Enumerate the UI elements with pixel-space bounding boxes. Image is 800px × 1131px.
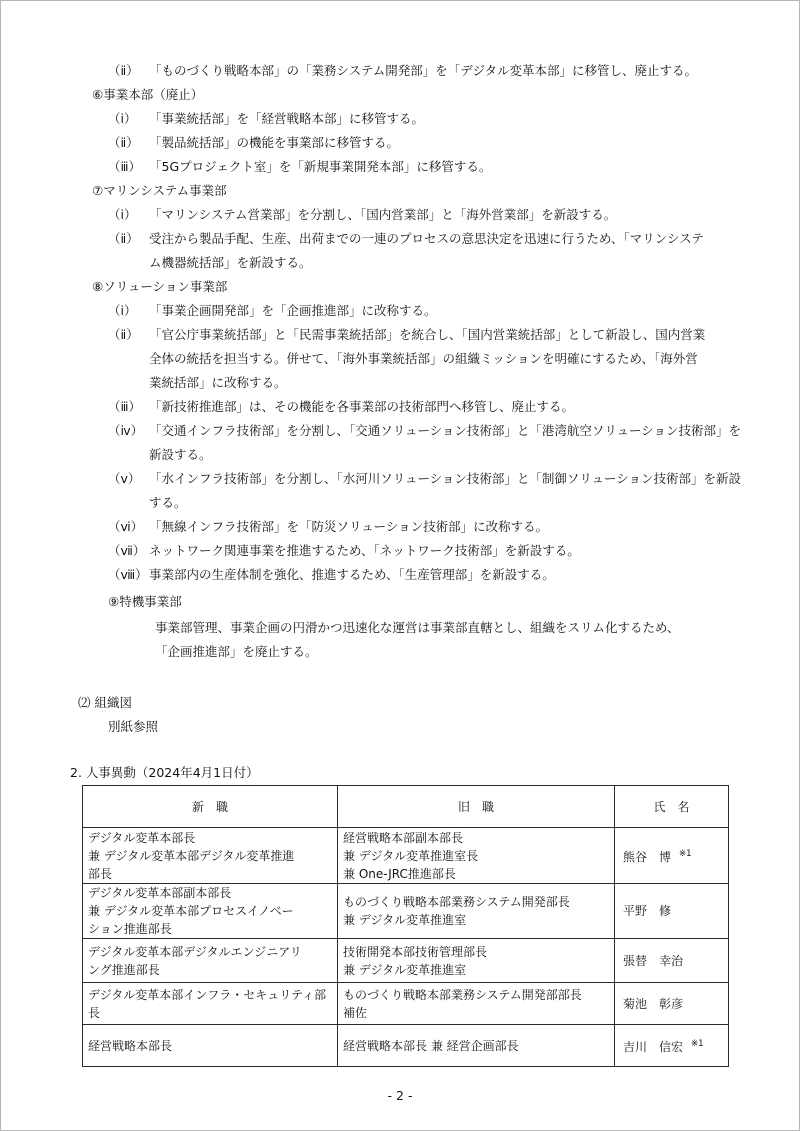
item-label: （ⅴ） [108, 471, 141, 486]
table-header-row [83, 786, 729, 828]
item-label: （ⅱ） [108, 63, 139, 78]
item-text [149, 203, 616, 227]
item-label: （ⅳ） [108, 423, 144, 438]
person-name: 張替 幸治 [623, 953, 684, 968]
item-line: 「ものづくり戦略本部」の「業務システム開発部」を「デジタル変革本部」に移管し、廃止する。 [149, 63, 698, 78]
personnel-table [82, 785, 729, 1067]
section-heading: ⑦マリンシステム事業部 [92, 183, 227, 198]
item-line: 事業部内の生産体制を強化、推進するため、「生産管理部」を新設する。 [149, 567, 555, 582]
section-heading: ⑧ソリューション事業部 [92, 279, 228, 294]
list-item [108, 227, 799, 275]
cell-line: 経営戦略本部長 [88, 1038, 173, 1053]
item-line: 「交通インフラ技術部」を分割し、「交通ソリューション技術部」と「港湾航空ソリューション技術部」を [149, 423, 742, 438]
item-label: （ⅲ） [108, 159, 141, 174]
person-name: 熊谷 博 [623, 850, 672, 864]
name-cell [615, 939, 729, 983]
item-line: 「無線インフラ技術部」を「防災ソリューション技術部」に改称する。 [149, 519, 549, 534]
personnel-heading: 2. 人事異動（2024年4月1日付） [70, 765, 259, 780]
item-text [149, 419, 741, 467]
list-item [108, 131, 799, 155]
table-row [83, 884, 729, 939]
list-item [108, 395, 799, 419]
list-item [108, 299, 799, 323]
item-line: 「5Gプロジェクト室」を「新規事業開発本部」に移管する。 [149, 159, 492, 174]
item-text [149, 539, 580, 563]
list-item [108, 59, 799, 83]
list-item [108, 563, 799, 587]
item-line: する。 [149, 495, 187, 510]
old-position-cell [338, 884, 615, 939]
org-chart-reference: 別紙参照 [108, 719, 159, 734]
table-row [83, 828, 729, 884]
item-text [149, 395, 574, 419]
item-line: 「事業統括部」を「経営戦略本部」に移管する。 [149, 111, 425, 126]
column-header-name: 氏 名 [615, 786, 729, 828]
old-position-cell [338, 1025, 615, 1067]
cell-line: ものづくり戦略本部業務システム開発部部長 [343, 987, 582, 1002]
item-line: 「新技術推進部」は、その機能を各事業部の技術部門へ移管し、廃止する。 [149, 399, 575, 414]
item-line: 受注から製品手配、生産、出荷までの一連のプロセスの意思決定を迅速に行うため、「マリンシステ [149, 231, 704, 246]
cell-line: デジタル変革本部長 [88, 830, 196, 845]
item-label: （ⅷ） [108, 567, 148, 582]
item-line: 全体の統括を担当する。併せて、「海外事業統括部」の組織ミッションを明確にするため、「海外営 [149, 351, 698, 366]
item-line: 「マリンシステム営業部」を分割し、「国内営業部」と「海外営業部」を新設する。 [149, 207, 617, 222]
item-label: （ⅰ） [108, 111, 137, 126]
item-label: （ⅱ） [108, 231, 139, 246]
item-line: 業統括部」に改称する。 [149, 375, 287, 390]
cell-line: ものづくり戦略本部業務システム開発部長 [343, 895, 570, 909]
item-label: （ⅵ） [108, 519, 144, 534]
list-item [108, 203, 799, 227]
item-line: ム機器統括部」を新設する。 [149, 255, 312, 270]
list-item [108, 419, 799, 467]
item-line: ネットワーク関連事業を推進するため、「ネットワーク技術部」を新設する。 [149, 543, 580, 558]
name-cell [615, 1025, 729, 1067]
cell-line: 兼 デジタル変革推進室長 [343, 848, 479, 863]
item-text [149, 59, 697, 83]
cell-line: ション推進部長 [88, 922, 172, 936]
item-text [149, 563, 555, 587]
reorganization-list [1, 59, 799, 664]
new-position-cell [83, 939, 338, 983]
item-text [149, 515, 548, 539]
item-label: （ⅰ） [108, 303, 137, 318]
name-cell [615, 983, 729, 1025]
item-line: 「官公庁事業統括部」と「民需事業統括部」を統合し、「国内営業統括部」として新設し、国内営業 [149, 327, 706, 342]
item-text [149, 155, 491, 179]
item-label: （ⅶ） [108, 543, 146, 558]
column-header-old-position: 旧 職 [338, 786, 615, 828]
cell-line: 兼 デジタル変革本部デジタル変革推進 [88, 848, 295, 863]
cell-line: 部長 [88, 866, 113, 881]
person-name: 菊池 彰彦 [623, 996, 684, 1011]
cell-line: 兼 デジタル変革推進室 [343, 913, 467, 927]
table-row [83, 1025, 729, 1067]
item-line: 新設する。 [149, 447, 212, 462]
cell-line: ング推進部長 [88, 962, 160, 977]
cell-line: 経営戦略本部副本部長 [343, 830, 464, 845]
item-text [149, 299, 437, 323]
item-label: （ⅰ） [108, 207, 137, 222]
name-cell [615, 828, 729, 884]
item-line: 「事業企画開発部」を「企画推進部」に改称する。 [149, 303, 437, 318]
new-position-cell [83, 828, 338, 884]
old-position-cell [338, 828, 615, 884]
person-name: 平野 修 [623, 904, 672, 918]
item-label: （ⅲ） [108, 399, 141, 414]
paragraph-line: 「企画推進部」を廃止する。 [155, 644, 318, 659]
cell-line: デジタル変革本部インフラ・セキュリティ部 [88, 987, 327, 1002]
list-item [108, 155, 799, 179]
cell-line: 補佐 [343, 1005, 368, 1020]
page-number: - 2 - [387, 1088, 413, 1103]
item-text [149, 227, 704, 275]
item-label: （ⅱ） [108, 327, 139, 342]
list-item [108, 539, 799, 563]
org-chart-heading: ⑵ 組織図 [78, 695, 132, 710]
new-position-cell [83, 884, 338, 939]
footnote-marker: ※1 [679, 849, 692, 859]
item-text [149, 323, 705, 395]
section-paragraph [155, 616, 799, 664]
old-position-cell [338, 983, 615, 1025]
cell-line: 兼 デジタル変革本部プロセスイノベー [88, 904, 294, 918]
cell-line: デジタル変革本部デジタルエンジニアリ [88, 944, 302, 959]
column-header-new-position: 新 職 [83, 786, 338, 828]
item-line: 「製品統括部」の機能を事業部に移管する。 [149, 135, 400, 150]
person-name: 吉川 信宏 [623, 1040, 684, 1054]
old-position-cell [338, 939, 615, 983]
table-row [83, 983, 729, 1025]
footnote-marker: ※1 [691, 1039, 704, 1049]
name-cell [615, 884, 729, 939]
paragraph-line: 事業部管理、事業企画の円滑かつ迅速化な運営は事業部直轄とし、組織をスリム化するため、 [155, 620, 680, 635]
new-position-cell [83, 983, 338, 1025]
item-text [149, 131, 399, 155]
list-item [108, 323, 799, 395]
new-position-cell [83, 1025, 338, 1067]
cell-line: 技術開発本部技術管理部長 [343, 944, 488, 959]
cell-line: 経営戦略本部長 兼 経営企画部長 [343, 1038, 519, 1053]
section-heading: ⑨特機事業部 [108, 594, 182, 609]
cell-line: 長 [88, 1005, 101, 1020]
section-heading: ⑥事業本部（廃止） [92, 87, 204, 102]
list-item [108, 107, 799, 131]
item-line: 「水インフラ技術部」を分割し、「水河川ソリューション技術部」と「制御ソリューション技術部」を新設 [149, 471, 742, 486]
item-label: （ⅱ） [108, 135, 139, 150]
table-row [83, 939, 729, 983]
list-item [108, 467, 799, 515]
cell-line: 兼 デジタル変革推進室 [343, 962, 467, 977]
cell-line: 兼 One-JRC推進部長 [343, 866, 456, 881]
item-text [149, 467, 741, 515]
item-text [149, 107, 424, 131]
cell-line: デジタル変革本部副本部長 [88, 886, 232, 900]
list-item [108, 515, 799, 539]
